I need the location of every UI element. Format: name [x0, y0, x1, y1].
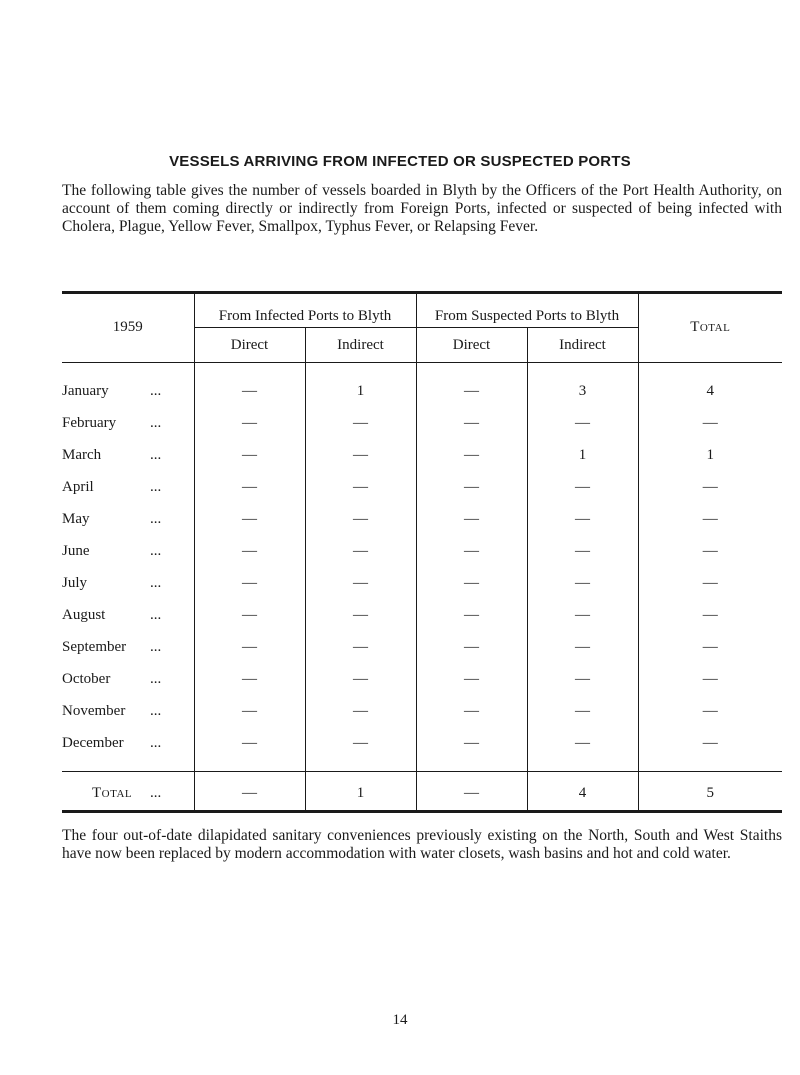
suspected-direct-cell: — [416, 471, 527, 503]
suspected-indirect-cell: — [527, 599, 638, 631]
suspected-direct-cell: — [416, 599, 527, 631]
total-row [62, 772, 782, 811]
suspected-direct-cell: — [416, 535, 527, 567]
infected-direct-cell: — [194, 363, 305, 408]
table-bottom-rule [62, 810, 782, 813]
suspected-indirect-cell: — [527, 727, 638, 772]
suspected-indirect-cell: — [527, 503, 638, 535]
suspected-direct-cell: — [416, 727, 527, 772]
suspected-indirect-cell: 3 [527, 363, 638, 408]
suspected-direct-cell: — [416, 567, 527, 599]
infected-direct-cell: — [194, 663, 305, 695]
page-number: 14 [392, 1012, 408, 1028]
table-row [62, 407, 782, 439]
total-cell: 1 [706, 446, 714, 463]
month-cell: May ... [62, 503, 194, 535]
infected-indirect-cell: — [305, 407, 416, 439]
infected-direct-cell: — [194, 535, 305, 567]
infected-indirect-cell: 1 [305, 363, 416, 408]
infected-indirect-cell: — [305, 567, 416, 599]
table-row [62, 599, 782, 631]
infected-direct-header: Direct [194, 328, 305, 363]
suspected-indirect-cell: — [527, 631, 638, 663]
suspected-indirect-cell: — [527, 535, 638, 567]
table-row [62, 663, 782, 695]
total-infected-direct-cell: — [194, 772, 305, 811]
table-row [62, 631, 782, 663]
infected-indirect-cell: — [305, 727, 416, 772]
infected-group-header: From Infected Ports to Blyth [194, 294, 416, 328]
table-row [62, 695, 782, 727]
total-cell: — [702, 734, 718, 751]
suspected-direct-cell: — [416, 363, 527, 408]
table-row [62, 363, 782, 408]
month-cell: November ... [62, 695, 194, 727]
infected-indirect-cell: — [305, 439, 416, 471]
table-row [62, 727, 782, 772]
table-row [62, 567, 782, 599]
infected-indirect-cell: — [305, 471, 416, 503]
suspected-indirect-cell: 1 [527, 439, 638, 471]
month-cell: September ... [62, 631, 194, 663]
suspected-direct-cell: — [416, 695, 527, 727]
total-cell: — [702, 638, 718, 655]
suspected-indirect-cell: — [527, 471, 638, 503]
suspected-group-header: From Suspected Ports to Blyth [416, 294, 638, 328]
suspected-direct-cell: — [416, 631, 527, 663]
intro-paragraph: The following table gives the number of vessels boarded in Blyth by the Officers of the Port Health Authority, on account of them coming directly or indirectly from Foreign Ports, infected or suspected of being infected with Cholera, Plague, Yellow Fever, Smallpox, Typhus Fever, or Relapsing Fever. [62, 182, 782, 235]
total-suspected-direct-cell: — [416, 772, 527, 811]
total-cell: — [702, 606, 718, 623]
total-cell: — [702, 542, 718, 559]
total-cell: — [702, 510, 718, 527]
infected-direct-cell: — [194, 567, 305, 599]
infected-indirect-header: Indirect [305, 328, 416, 363]
suspected-direct-header: Direct [416, 328, 527, 363]
infected-indirect-cell: — [305, 503, 416, 535]
total-cell: — [702, 478, 718, 495]
total-label-cell: Total ... [62, 772, 194, 811]
total-infected-indirect-cell: 1 [305, 772, 416, 811]
suspected-direct-cell: — [416, 663, 527, 695]
month-cell: August ... [62, 599, 194, 631]
month-cell: December ... [62, 727, 194, 772]
month-cell: January ... [62, 363, 194, 408]
grand-total-cell: 5 [638, 772, 782, 811]
infected-direct-cell: — [194, 631, 305, 663]
table-row [62, 439, 782, 471]
month-cell: October ... [62, 663, 194, 695]
total-cell: — [702, 574, 718, 591]
month-cell: March ... [62, 439, 194, 471]
table-row [62, 503, 782, 535]
total-cell: — [702, 702, 718, 719]
month-cell: July ... [62, 567, 194, 599]
total-cell: 4 [706, 382, 714, 399]
infected-direct-cell: — [194, 407, 305, 439]
infected-direct-cell: — [194, 599, 305, 631]
vessels-table [62, 294, 782, 810]
infected-indirect-cell: — [305, 631, 416, 663]
suspected-direct-cell: — [416, 503, 527, 535]
infected-direct-cell: — [194, 471, 305, 503]
infected-indirect-cell: — [305, 535, 416, 567]
infected-indirect-cell: — [305, 599, 416, 631]
month-cell: February ... [62, 407, 194, 439]
table-row [62, 535, 782, 567]
infected-direct-cell: — [194, 503, 305, 535]
suspected-indirect-header: Indirect [527, 328, 638, 363]
suspected-indirect-cell: — [527, 695, 638, 727]
table-row [62, 471, 782, 503]
infected-indirect-cell: — [305, 695, 416, 727]
suspected-direct-cell: — [416, 407, 527, 439]
total-cell: — [702, 670, 718, 687]
suspected-indirect-cell: — [527, 663, 638, 695]
suspected-indirect-cell: — [527, 407, 638, 439]
month-cell: April ... [62, 471, 194, 503]
suspected-indirect-cell: — [527, 567, 638, 599]
vessels-table-wrapper [62, 291, 782, 813]
page-heading: VESSELS ARRIVING FROM INFECTED OR SUSPECTED PORTS [169, 153, 631, 170]
infected-direct-cell: — [194, 439, 305, 471]
suspected-direct-cell: — [416, 439, 527, 471]
infected-direct-cell: — [194, 727, 305, 772]
footer-paragraph: The four out-of-date dilapidated sanitary conveniences previously existing on the North, South and West Staiths have now been replaced by modern accommodation with water closets, wash basins and hot and cold water. [62, 827, 782, 862]
total-header: Total [638, 294, 782, 363]
month-cell: June ... [62, 535, 194, 567]
total-cell: — [702, 414, 718, 431]
infected-direct-cell: — [194, 695, 305, 727]
year-header: 1959 [62, 294, 194, 363]
total-suspected-indirect-cell: 4 [527, 772, 638, 811]
infected-indirect-cell: — [305, 663, 416, 695]
